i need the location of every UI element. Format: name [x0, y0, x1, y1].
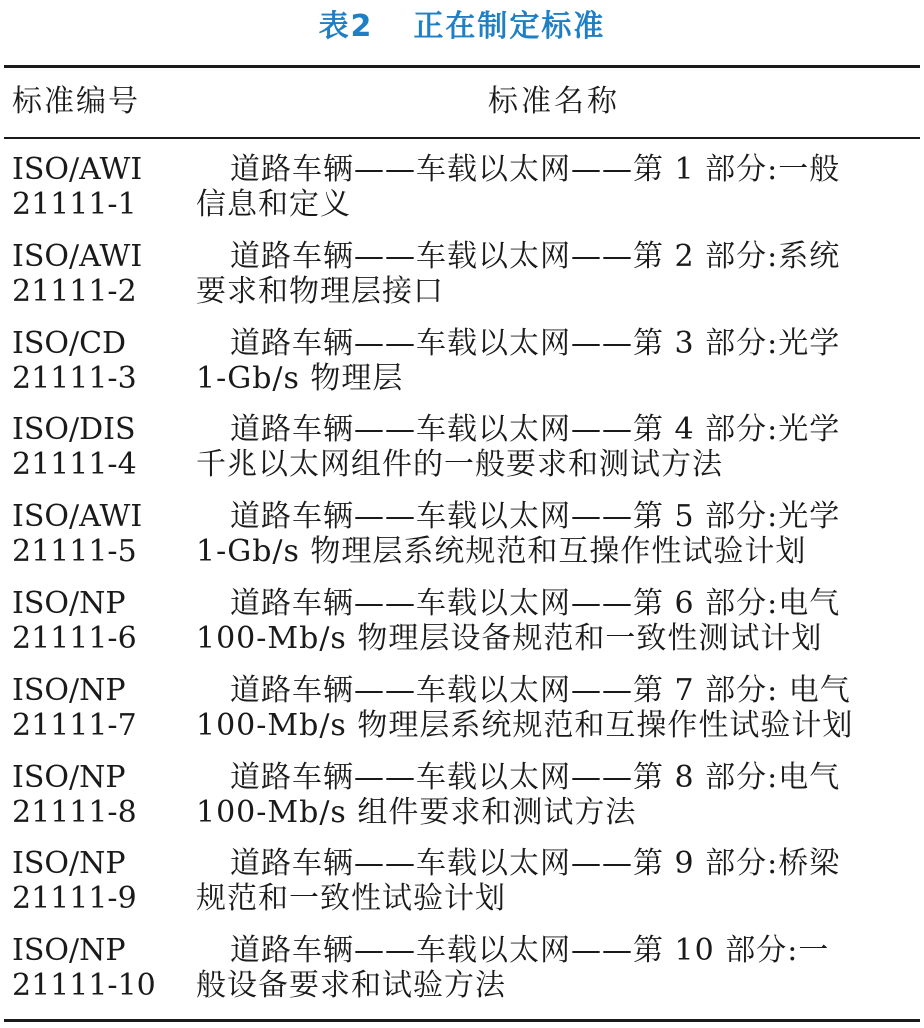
standard-name-line1: 道路车辆——车载以太网——第 10 部分:一: [230, 933, 830, 969]
standard-code: [12, 326, 192, 396]
standard-code: [12, 239, 192, 309]
table-row: [0, 846, 924, 933]
standard-code-prefix: ISO/NP: [12, 672, 126, 708]
standard-name-line2: 100-Mb/s 物理层设备规范和一致性测试计划: [196, 620, 823, 656]
table-row: [0, 326, 924, 413]
standard-name-line2: 千兆以太网组件的一般要求和测试方法: [196, 447, 723, 483]
standard-code-prefix: ISO/NP: [12, 846, 126, 882]
table-title: 正在制定标准: [413, 9, 606, 44]
standard-name-line2: 信息和定义: [196, 187, 351, 222]
table-header-rule: [4, 137, 920, 139]
standard-name: [196, 152, 912, 222]
table-bottom-rule: [4, 1019, 920, 1022]
standard-name-line1: 道路车辆——车载以太网——第 7 部分: 电气: [230, 672, 851, 708]
standard-name-line1: 道路车辆——车载以太网——第 5 部分:光学: [230, 499, 841, 535]
standard-code-number: 21111-2: [12, 273, 137, 309]
standard-code-number: 21111-8: [12, 794, 137, 830]
table-row: [0, 152, 924, 239]
standard-code-number: 21111-1: [12, 187, 137, 222]
standard-name-line2: 1-Gb/s 物理层: [196, 360, 404, 396]
standard-name: [196, 239, 912, 309]
standard-code-prefix: ISO/AWI: [12, 499, 143, 535]
standard-name-line1: 道路车辆——车载以太网——第 9 部分:桥梁: [230, 846, 841, 882]
standard-code-prefix: ISO/AWI: [12, 238, 143, 274]
standard-name-line2: 100-Mb/s 组件要求和测试方法: [196, 794, 637, 830]
standard-name-line1: 道路车辆——车载以太网——第 4 部分:光学: [230, 412, 841, 448]
standard-name-line1: 道路车辆——车载以太网——第 6 部分:电气: [230, 585, 841, 621]
standard-name: [196, 673, 912, 743]
table-row: [0, 586, 924, 673]
table-top-rule: [4, 65, 920, 68]
standard-code-prefix: ISO/NP: [12, 933, 126, 969]
standard-code: [12, 412, 192, 482]
standard-name-line2: 1-Gb/s 物理层系统规范和互操作性试验计划: [196, 534, 807, 570]
standard-code-prefix: ISO/NP: [12, 585, 126, 621]
standard-code-number: 21111-7: [12, 707, 137, 743]
standard-code: [12, 846, 192, 916]
standard-name-line1: 道路车辆——车载以太网——第 2 部分:系统: [230, 238, 841, 274]
standard-code-prefix: ISO/CD: [12, 325, 127, 361]
standard-code: [12, 933, 192, 1003]
standard-code-number: 21111-6: [12, 620, 137, 656]
standard-name: [196, 499, 912, 569]
standard-code: [12, 586, 192, 656]
standard-code-prefix: ISO/AWI: [12, 152, 143, 187]
standard-name-line1: 道路车辆——车载以太网——第 8 部分:电气: [230, 759, 841, 795]
table-row: [0, 933, 924, 1020]
standard-code: [12, 673, 192, 743]
table-row: [0, 239, 924, 326]
standard-code-prefix: ISO/DIS: [12, 412, 136, 448]
table-row: [0, 412, 924, 499]
standard-name: [196, 846, 912, 916]
standard-name-line2: 要求和物理层接口: [196, 273, 444, 309]
table-row: [0, 760, 924, 847]
standard-name: [196, 933, 912, 1003]
standard-name: [196, 326, 912, 396]
standard-code-number: 21111-5: [12, 534, 137, 570]
standard-name-line2: 100-Mb/s 物理层系统规范和互操作性试验计划: [196, 707, 854, 743]
table-header-row: [0, 80, 924, 124]
standard-name-line2: 规范和一致性试验计划: [196, 881, 506, 917]
table-caption: [0, 6, 924, 48]
standard-name-line2: 般设备要求和试验方法: [196, 968, 506, 1004]
table-row: [0, 673, 924, 760]
table-body: [0, 152, 924, 1020]
standard-name-line1: 道路车辆——车载以太网——第 3 部分:光学: [230, 325, 841, 361]
table-row: [0, 499, 924, 586]
standard-code-number: 21111-10: [12, 968, 156, 1004]
standard-code-number: 21111-9: [12, 881, 137, 917]
standard-code: [12, 499, 192, 569]
standard-code-number: 21111-3: [12, 360, 137, 396]
header-standard-code: 标准编号: [12, 84, 140, 119]
standard-code: [12, 152, 192, 222]
standard-code-number: 21111-4: [12, 447, 137, 483]
standard-name: [196, 586, 912, 656]
table-number: 表2: [318, 9, 374, 44]
standard-code-prefix: ISO/NP: [12, 759, 126, 795]
standard-name-line1: 道路车辆——车载以太网——第 1 部分:一般: [230, 152, 841, 187]
standard-code: [12, 760, 192, 830]
standard-name: [196, 412, 912, 482]
header-standard-name: 标准名称: [488, 84, 620, 119]
standard-name: [196, 760, 912, 830]
